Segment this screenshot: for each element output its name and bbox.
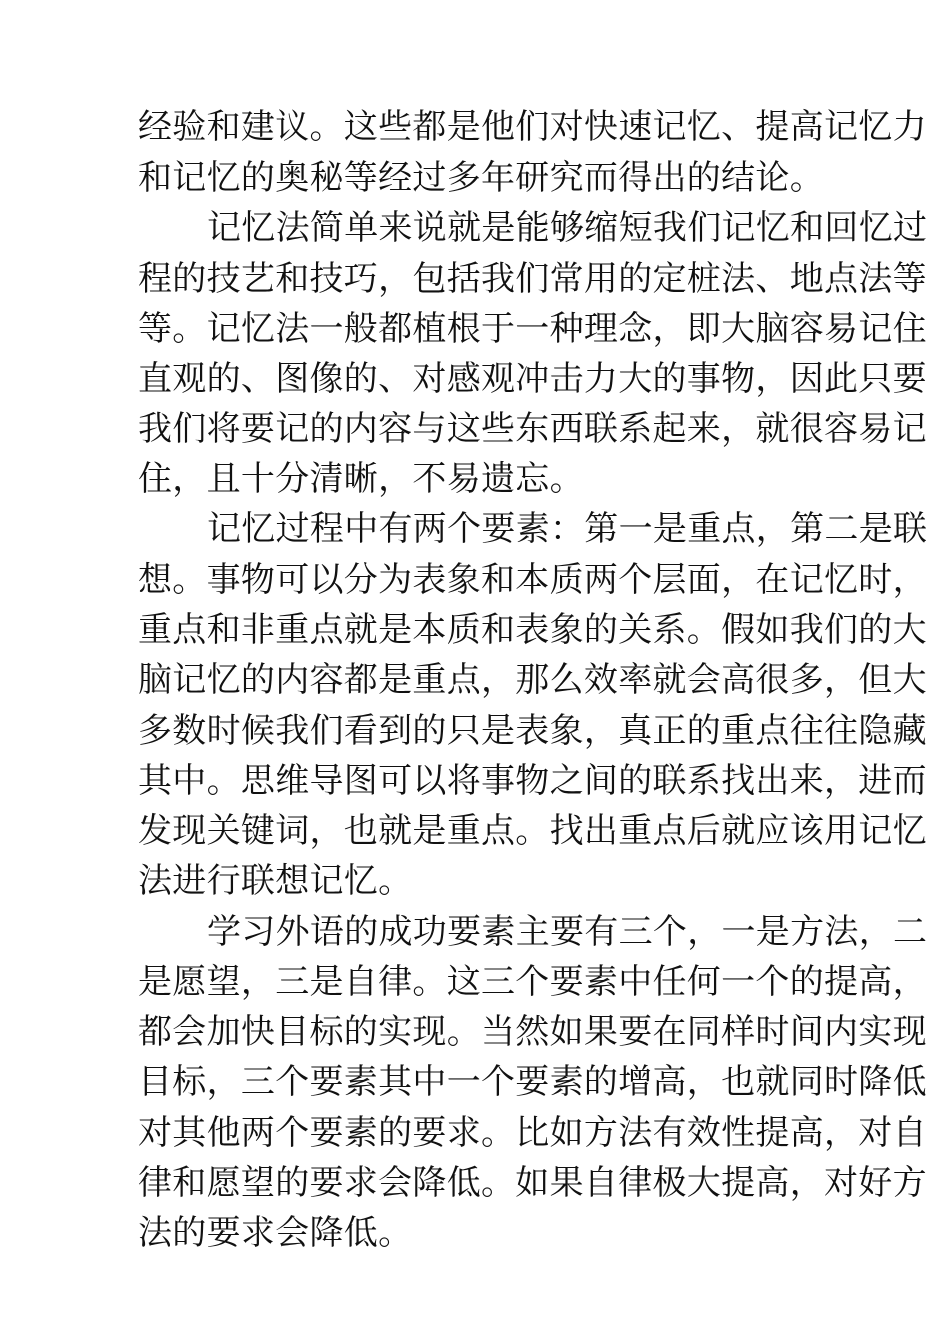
paragraph-line: 律和愿望的要求会降低。如果自律极大提高，对好方 bbox=[138, 1163, 927, 1203]
paragraph-line: 等。记忆法一般都植根于一种理念，即大脑容易记住 bbox=[138, 309, 927, 349]
paragraph-line: 多数时候我们看到的只是表象，真正的重点往往隐藏 bbox=[138, 711, 927, 751]
paragraph-line: 记忆法简单来说就是能够缩短我们记忆和回忆过 bbox=[207, 208, 928, 248]
paragraph-line: 和记忆的奥秘等经过多年研究而得出的结论。 bbox=[138, 158, 824, 198]
paragraph-line: 学习外语的成功要素主要有三个，一是方法，二 bbox=[207, 912, 928, 952]
paragraph-line: 程的技艺和技巧，包括我们常用的定桩法、地点法等 bbox=[138, 259, 927, 299]
paragraph-line: 目标，三个要素其中一个要素的增高，也就同时降低 bbox=[138, 1062, 927, 1102]
paragraph-line: 住，且十分清晰，不易遗忘。 bbox=[138, 459, 584, 499]
paragraph-line: 法的要求会降低。 bbox=[138, 1213, 413, 1253]
paragraph-line: 对其他两个要素的要求。比如方法有效性提高，对自 bbox=[138, 1113, 927, 1153]
paragraph-line: 脑记忆的内容都是重点，那么效率就会高很多，但大 bbox=[138, 660, 927, 700]
paragraph-line: 是愿望，三是自律。这三个要素中任何一个的提高， bbox=[138, 962, 927, 1002]
paragraph-line: 直观的、图像的、对感观冲击力大的事物，因此只要 bbox=[138, 359, 927, 399]
paragraph-line: 都会加快目标的实现。当然如果要在同样时间内实现 bbox=[138, 1012, 927, 1052]
paragraph-line: 记忆过程中有两个要素：第一是重点，第二是联 bbox=[207, 509, 928, 549]
paragraph-line: 我们将要记的内容与这些东西联系起来，就很容易记 bbox=[138, 409, 927, 449]
paragraph-line: 其中。思维导图可以将事物之间的联系找出来，进而 bbox=[138, 761, 927, 801]
paragraph-line: 想。事物可以分为表象和本质两个层面，在记忆时， bbox=[138, 560, 927, 600]
paragraph-line: 发现关键词，也就是重点。找出重点后就应该用记忆 bbox=[138, 811, 927, 851]
paragraph-line: 经验和建议。这些都是他们对快速记忆、提高记忆力 bbox=[138, 107, 927, 147]
paragraph-line: 重点和非重点就是本质和表象的关系。假如我们的大 bbox=[138, 610, 927, 650]
paragraph-line: 法进行联想记忆。 bbox=[138, 861, 413, 901]
